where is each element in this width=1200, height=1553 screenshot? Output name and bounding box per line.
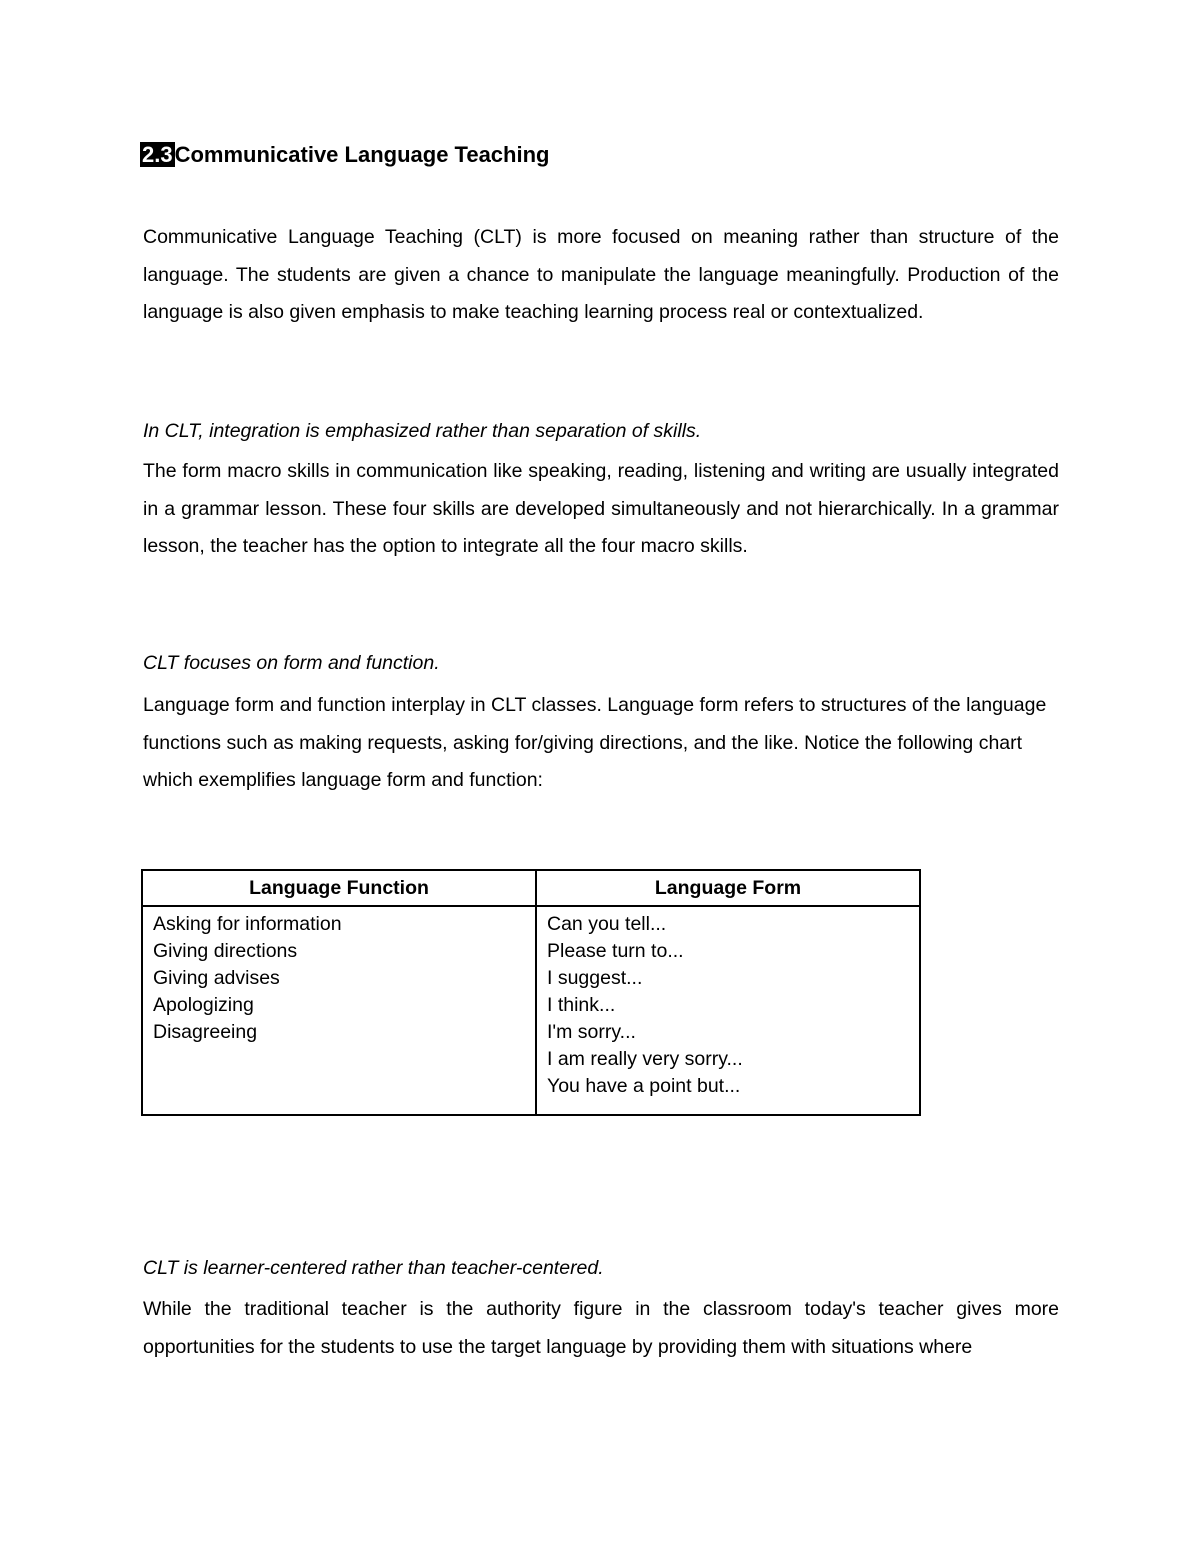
form-item: Can you tell... [547,913,667,935]
function-form-table [141,869,921,1116]
table-header-form: Language Form [536,870,920,906]
form-function-heading: CLT focuses on form and function. [143,652,440,674]
form-item: I am really very sorry... [547,1048,743,1070]
section-title: Communicative Language Teaching [174,142,550,167]
form-item: You have a point but... [547,1075,741,1097]
integration-heading: In CLT, integration is emphasized rather than separation of skills. [143,420,702,442]
function-item: Giving directions [153,940,298,962]
form-function-paragraph: Language form and function interplay in CLT classes. Language form refers to structures of the language functions such as making requests, asking for/giving directions, and the like. Notice the following chart which exemplifies language form and function: [143,694,1047,791]
form-item: Please turn to... [547,940,684,962]
form-item: I'm sorry... [547,1021,636,1043]
form-item: I suggest... [547,967,643,989]
function-item: Giving advises [153,967,280,989]
function-column [142,906,536,1115]
integration-paragraph: The form macro skills in communication like speaking, reading, listening and writing are usually integrated in a grammar lesson. These four skills are developed simultaneously and not hierarchically. In a grammar lesson, the teacher has the option to integrate all the four macro skills. [143,460,1059,557]
learner-centered-paragraph: While the traditional teacher is the authority figure in the classroom today's teacher gives more opportunities for the students to use the target language by providing them with situations where [143,1298,1059,1358]
function-item: Disagreeing [153,1021,258,1043]
section-heading [140,139,549,171]
learner-centered-heading: CLT is learner-centered rather than teacher-centered. [143,1257,604,1279]
form-item: I think... [547,994,616,1016]
function-item: Apologizing [153,994,254,1016]
table-header-function: Language Function [142,870,536,906]
section-number: 2.3 [142,142,173,167]
function-item: Asking for information [153,913,342,935]
form-column [536,906,920,1115]
intro-paragraph: Communicative Language Teaching (CLT) is more focused on meaning rather than structure of the language. The students are given a chance to manipulate the language meaningfully. Production of the language is also given emphasis to make teaching learning process real or contextualized. [143,226,1059,323]
